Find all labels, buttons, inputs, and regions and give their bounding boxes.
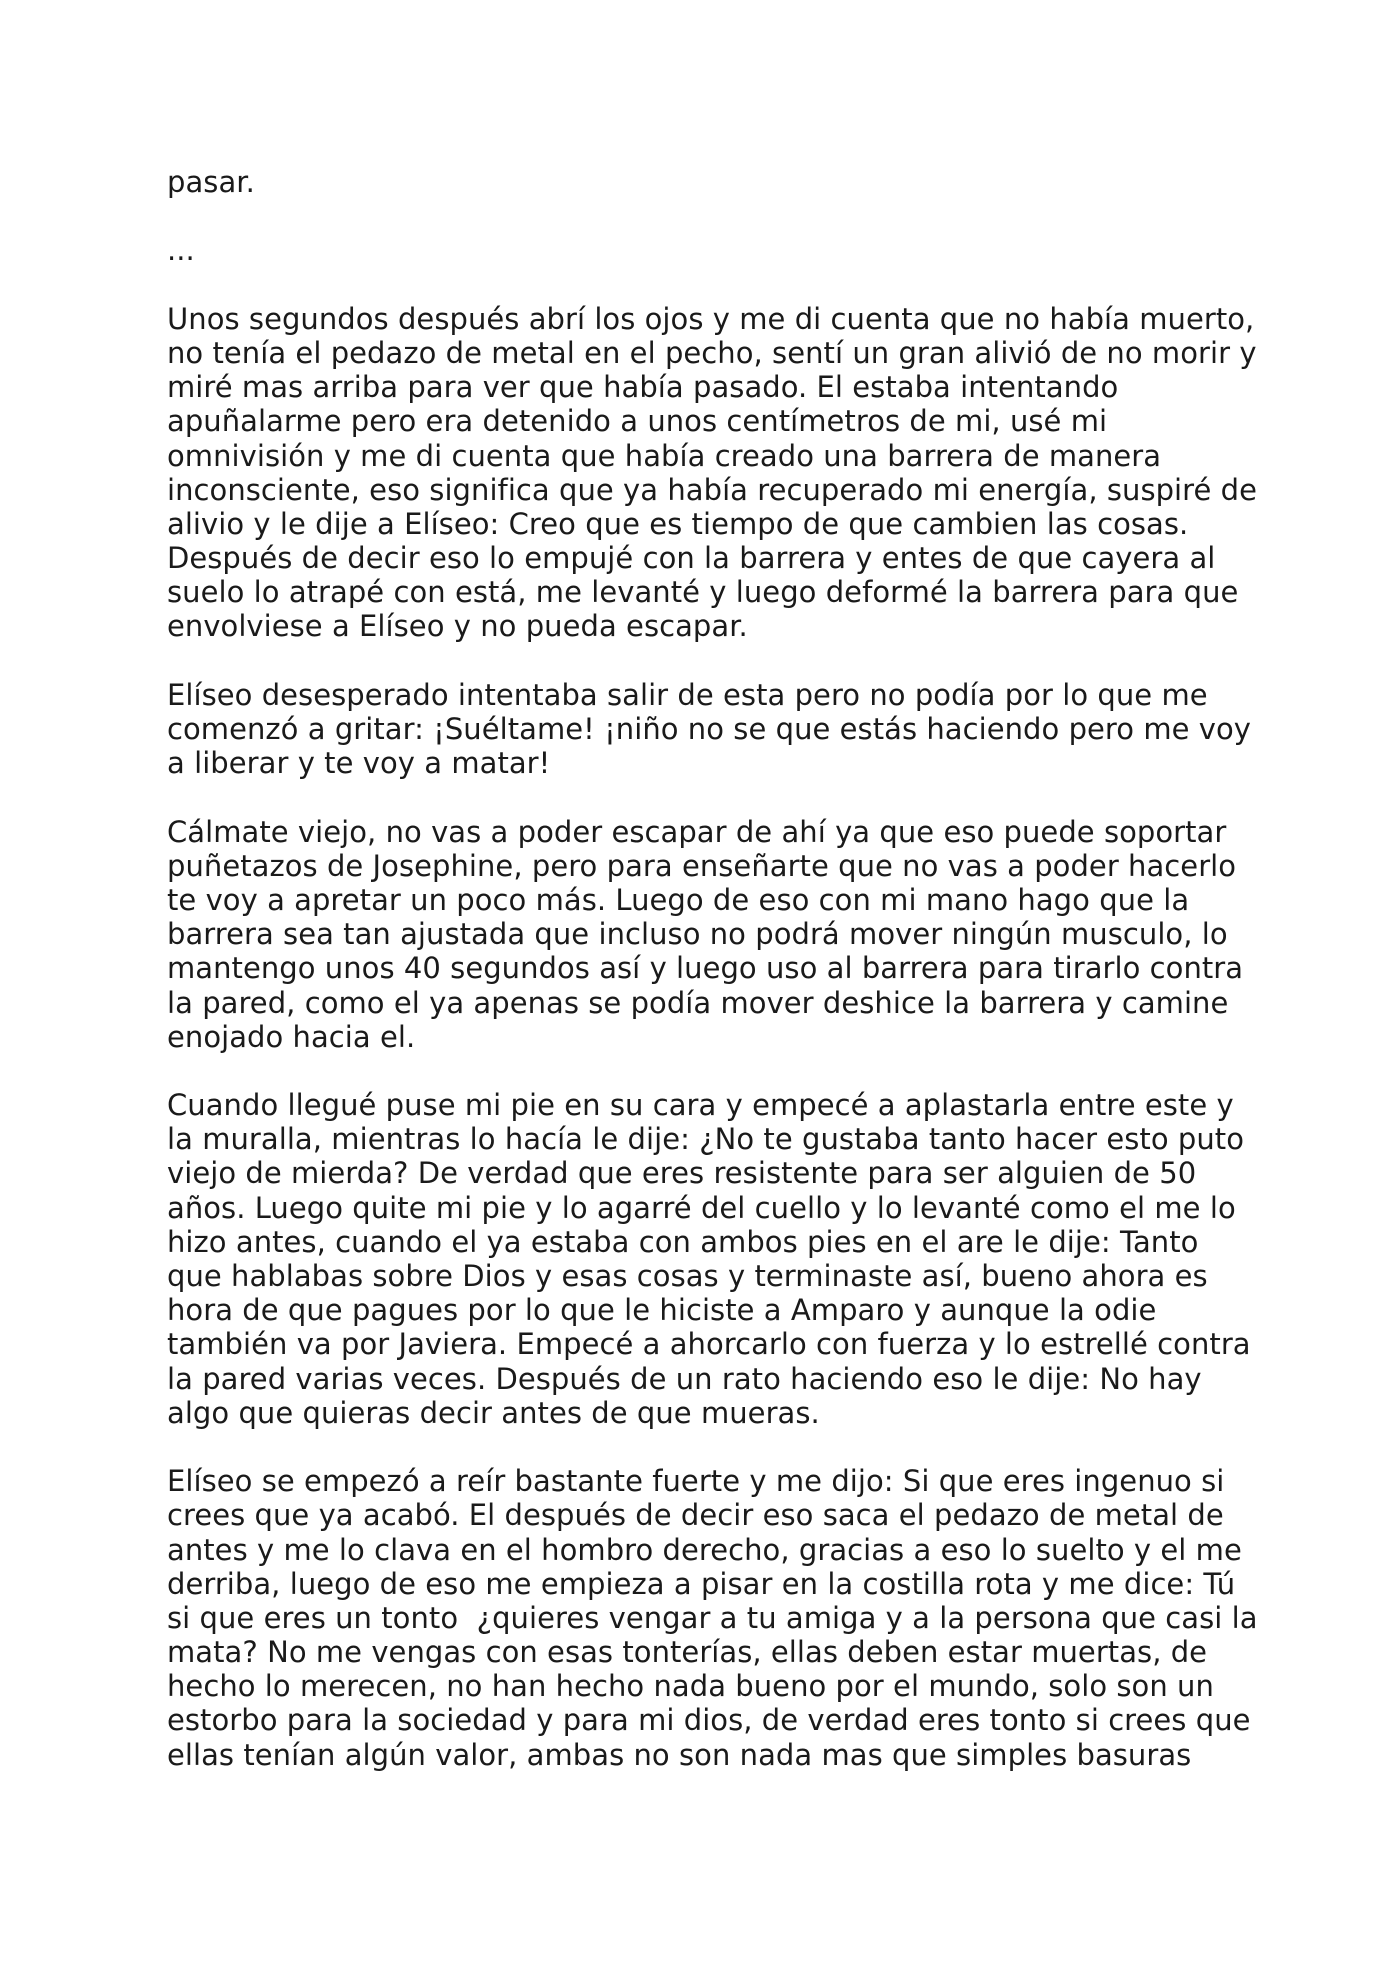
text-line: Unos segundos después abrí los ojos y me di cuenta que no había muerto, — [167, 301, 1255, 336]
text-line: Cuando llegué puse mi pie en su cara y empecé a aplastarla entre este y — [167, 1088, 1234, 1123]
text-line: si que eres un tonto ¿quieres vengar a tu amiga y a la persona que casi la — [167, 1600, 1258, 1635]
paragraph-gap — [167, 199, 1247, 233]
text-line: miré mas arriba para ver que había pasado. El estaba intentando — [167, 370, 1119, 405]
text-line: Elíseo desesperado intentaba salir de esta pero no podía por lo que me — [167, 677, 1208, 712]
text-line: ... — [167, 233, 195, 268]
text-line: también va por Javiera. Empecé a ahorcarlo con fuerza y lo estrellé contra — [167, 1327, 1251, 1362]
paragraph — [167, 1464, 1258, 1772]
text-line: viejo de mierda? De verdad que eres resistente para ser alguien de 50 — [167, 1156, 1197, 1191]
text-line: enojado hacia el. — [167, 1019, 416, 1054]
text-line: no tenía el pedazo de metal en el pecho, sentí un gran alivió de no morir y — [167, 335, 1257, 370]
text-line: comenzó a gritar: ¡Suéltame! ¡niño no se que estás haciendo pero me voy — [167, 712, 1251, 746]
text-line: envolviese a Elíseo y no pueda escapar. — [167, 609, 748, 644]
text-line: alivio y le dije a Elíseo: Creo que es tiempo de que cambien las cosas. — [167, 506, 1189, 541]
text-line: apuñalarme pero era detenido a unos centímetros de mi, usé mi — [167, 404, 1108, 439]
body-text — [167, 165, 1258, 1772]
text-line: Después de decir eso lo empujé con la barrera y entes de que cayera al — [167, 541, 1216, 576]
text-line: te voy a apretar un poco más. Luego de eso con mi mano hago que la — [167, 882, 1190, 917]
text-line: la pared varias veces. Después de un rato haciendo eso le dije: No hay — [167, 1361, 1202, 1396]
text-line: años. Luego quite mi pie y lo agarré del cuello y lo levanté como el me lo — [167, 1190, 1236, 1225]
text-line: ellas tenían algún valor, ambas no son nada mas que simples basuras — [167, 1737, 1192, 1772]
paragraph-gap — [167, 1054, 1247, 1088]
paragraph — [167, 1088, 1251, 1430]
text-line: la muralla, mientras lo hacía le dije: ¿No te gustaba tanto hacer esto puto — [167, 1122, 1245, 1157]
text-line: estorbo para la sociedad y para mi dios, de verdad eres tonto si crees que — [167, 1703, 1251, 1738]
text-line: mata? No me vengas con esas tonterías, ellas deben estar muertas, de — [167, 1635, 1208, 1670]
text-line: mantengo unos 40 segundos así y luego uso al barrera para tirarlo contra — [167, 951, 1244, 986]
text-line: pasar. — [167, 165, 255, 199]
text-line: omnivisión y me di cuenta que había creado una barrera de manera — [167, 438, 1162, 473]
paragraph — [167, 165, 1247, 199]
text-line: suelo lo atrapé con está, me levanté y luego deformé la barrera para que — [167, 575, 1239, 610]
text-line: puñetazos de Josephine, pero para enseñarte que no vas a poder hacerlo — [167, 848, 1237, 883]
text-line: que hablabas sobre Dios y esas cosas y terminaste así, bueno ahora es — [167, 1259, 1208, 1293]
text-line: barrera sea tan ajustada que incluso no podrá mover ningún musculo, lo — [167, 917, 1228, 952]
text-line: Elíseo se empezó a reír bastante fuerte y me dijo: Si que eres ingenuo si — [167, 1464, 1225, 1499]
paragraph — [167, 301, 1258, 644]
text-line: antes y me lo clava en el hombro derecho, gracias a eso lo suelto y el me — [167, 1532, 1242, 1567]
paragraph — [167, 233, 1247, 267]
text-line: la pared, como el ya apenas se podía mover deshice la barrera y camine — [167, 985, 1229, 1020]
text-line: hora de que pagues por lo que le hiciste a Amparo y aunque la odie — [167, 1293, 1157, 1328]
paragraph-gap — [167, 1430, 1247, 1464]
text-line: crees que ya acabó. El después de decir eso saca el pedazo de metal de — [167, 1498, 1224, 1533]
text-line: hecho lo merecen, no han hecho nada bueno por el mundo, solo son un — [167, 1669, 1214, 1704]
paragraph-gap — [167, 780, 1247, 814]
text-line: inconsciente, eso significa que ya había recuperado mi energía, suspiré de — [167, 472, 1258, 507]
text-line: Cálmate viejo, no vas a poder escapar de ahí ya que eso puede soportar — [167, 814, 1227, 849]
paragraph-gap — [167, 644, 1247, 678]
paragraph — [167, 677, 1251, 781]
paragraph-gap — [167, 268, 1247, 302]
text-line: a liberar y te voy a matar! — [167, 746, 551, 781]
paragraph — [167, 815, 1247, 1054]
text-line: hizo antes, cuando el ya estaba con ambos pies en el are le dije: Tanto — [167, 1224, 1199, 1259]
text-line: algo que quieras decir antes de que mueras. — [167, 1395, 820, 1430]
text-line: derriba, luego de eso me empieza a pisar en la costilla rota y me dice: Tú — [167, 1566, 1236, 1601]
